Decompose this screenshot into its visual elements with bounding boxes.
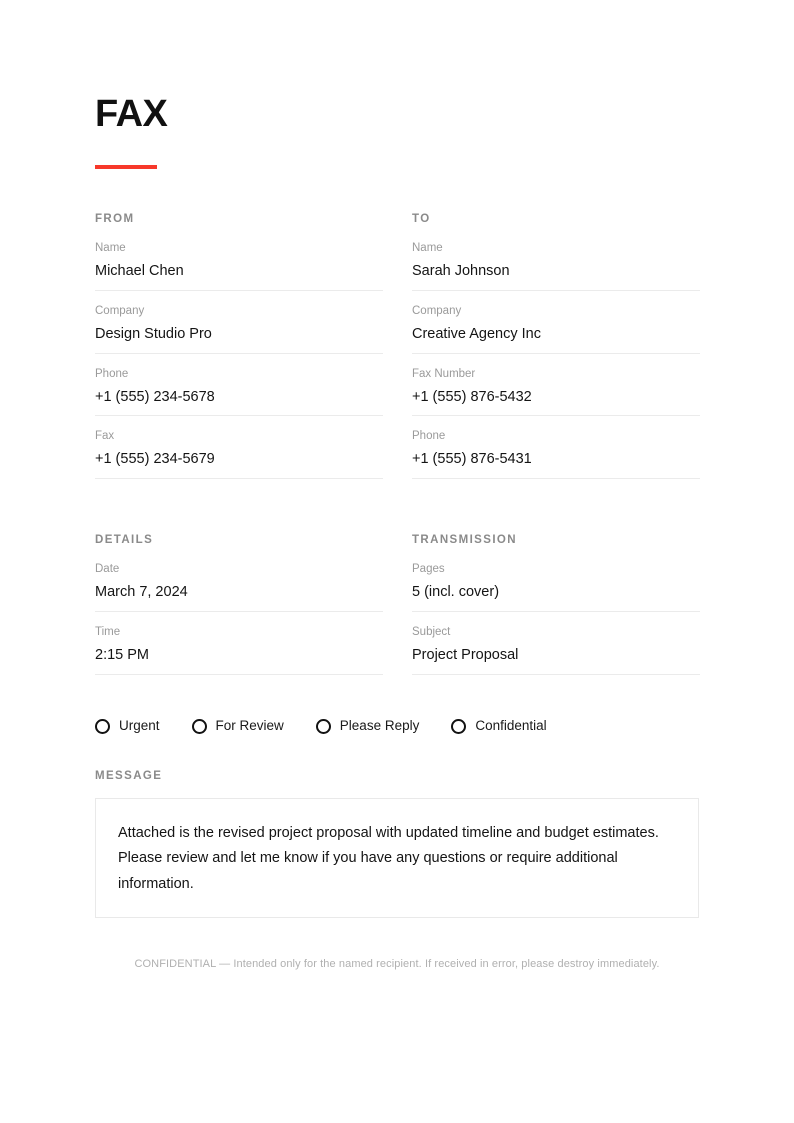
transmission-field-pages (412, 562, 700, 612)
accent-rule (95, 165, 157, 169)
option-label: For Review (215, 718, 284, 734)
details-field-date (95, 562, 383, 612)
field-label: Date (95, 563, 120, 576)
message-body: Attached is the revised project proposal with updated timeline and budget estimates. Please review and let me know if you have any questions or require additional information. (118, 824, 659, 893)
radio-circle-icon[interactable] (95, 719, 110, 734)
field-label: Subject (412, 625, 451, 638)
field-value: Michael Chen (95, 262, 184, 279)
field-label: Phone (412, 430, 446, 443)
to-field-company (412, 304, 700, 354)
to-heading: TO (412, 213, 431, 225)
field-label: Company (95, 304, 145, 317)
message-box[interactable] (95, 798, 699, 918)
field-label: Time (95, 625, 121, 638)
field-value: Creative Agency Inc (412, 325, 541, 342)
radio-circle-icon[interactable] (192, 719, 207, 734)
contact-columns (95, 213, 699, 479)
option-for-review[interactable] (192, 719, 284, 734)
transmission-section (412, 534, 700, 675)
field-label: Fax (95, 430, 115, 443)
field-value: +1 (555) 876-5432 (412, 388, 532, 405)
meta-columns (95, 534, 699, 675)
radio-circle-icon[interactable] (451, 719, 466, 734)
details-heading: DETAILS (95, 534, 154, 547)
to-field-name (412, 241, 700, 291)
from-field-phone (95, 367, 383, 417)
to-field-phone (412, 429, 700, 479)
from-field-fax (95, 429, 383, 479)
to-field-fax-number (412, 367, 700, 417)
field-value: March 7, 2024 (95, 584, 188, 601)
field-value: 5 (incl. cover) (412, 584, 500, 601)
field-value: +1 (555) 234-5679 (95, 451, 215, 468)
from-field-name (95, 241, 383, 291)
options-row (95, 719, 699, 734)
field-value: Design Studio Pro (95, 325, 212, 342)
field-label: Pages (412, 563, 445, 576)
field-label: Name (95, 242, 126, 254)
field-value: +1 (555) 234-5678 (95, 388, 215, 405)
field-label: Company (412, 304, 462, 317)
field-value: Sarah Johnson (412, 262, 510, 279)
option-confidential[interactable] (451, 719, 546, 734)
details-field-time (95, 625, 383, 675)
radio-circle-icon[interactable] (316, 719, 331, 734)
from-heading: FROM (95, 213, 135, 225)
message-heading: MESSAGE (95, 769, 163, 782)
footer-notice: CONFIDENTIAL — Intended only for the named recipient. If received in error, please destroy immediately. (134, 957, 660, 970)
field-value: 2:15 PM (95, 646, 149, 663)
field-label: Name (412, 242, 443, 254)
field-value: +1 (555) 876-5431 (412, 451, 532, 468)
option-label: Please Reply (339, 718, 420, 734)
field-value: Project Proposal (412, 646, 519, 663)
field-label: Phone (95, 367, 129, 380)
transmission-heading: TRANSMISSION (412, 534, 517, 547)
option-label: Urgent (119, 718, 160, 734)
from-section (95, 213, 383, 479)
option-label: Confidential (475, 718, 547, 734)
option-please-reply[interactable] (316, 719, 420, 734)
field-label: Fax Number (412, 367, 476, 380)
transmission-field-subject (412, 625, 700, 675)
from-field-company (95, 304, 383, 354)
details-section (95, 534, 383, 675)
option-urgent[interactable] (95, 719, 160, 734)
message-section (95, 770, 699, 918)
to-section (412, 213, 700, 479)
page-title: FAX (95, 93, 168, 135)
